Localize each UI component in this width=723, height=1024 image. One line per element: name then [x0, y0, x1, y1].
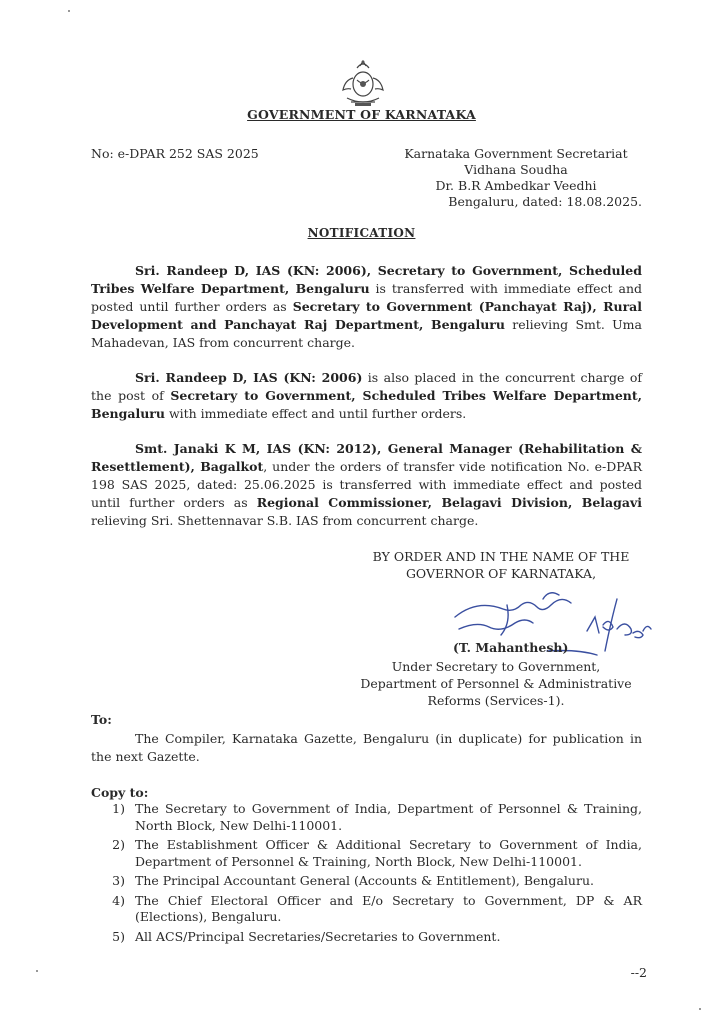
scan-speck [36, 970, 38, 972]
by-order-line: GOVERNOR OF KARNATAKA, [405, 566, 597, 581]
by-order-block [366, 548, 636, 582]
notification-title: NOTIFICATION [307, 226, 416, 240]
list-item-number: 4) [112, 892, 125, 908]
next-page-marker: --2 [630, 965, 647, 980]
signer-designation [346, 658, 646, 709]
to-recipient-text: The Compiler, Karnataka Gazette, Bengaluru (in duplicate) for publication in the next Gazette. [91, 731, 642, 764]
list-item [91, 837, 642, 870]
copy-to-list [91, 801, 642, 948]
body-text: relieving Sri. Shettennavar S.B. IAS from concurrent charge. [91, 513, 479, 528]
to-label: To: [91, 712, 112, 727]
list-item-text: The Establishment Officer & Additional Secretary to Government of India, Department of Personnel & Training, North Block, New Delhi-110001. [135, 837, 642, 869]
bold-text: Regional Commissioner, Belagavi Division, Belagavi [256, 495, 642, 510]
signer-name: (T. Mahanthesh) [453, 640, 569, 655]
list-item-number: 3) [112, 873, 125, 888]
notification-paragraph-1 [91, 262, 642, 352]
by-order-line: BY ORDER AND IN THE NAME OF THE [372, 549, 630, 564]
address-line: Vidhana Soudha [464, 162, 568, 177]
office-address [386, 146, 646, 210]
body-text: with immediate effect and until further orders. [164, 406, 467, 421]
notification-paragraph-3 [91, 440, 642, 530]
scan-speck [699, 1008, 701, 1010]
bold-text: Sri. Randeep D, IAS (KN: 2006) [135, 370, 363, 385]
body-text: relieving Smt. Uma Mahadevan, IAS from concurrent charge. [91, 317, 642, 350]
body-text: , under the orders of transfer vide notification No. e-DPAR 198 SAS 2025, dated: 25.06.2025 is transferred with immediate effect and posted until further orders as [91, 459, 642, 510]
bold-text: Smt. Janaki K M, IAS (KN: 2012), General Manager (Rehabilitation & Resettlement), Bagalkot [91, 441, 642, 474]
list-item [91, 893, 642, 926]
karnataka-emblem-icon [337, 58, 389, 108]
notification-paragraph-2 [91, 369, 642, 423]
bold-text: Secretary to Government (Panchayat Raj), Rural Development and Panchayat Raj Department, Bengaluru [91, 299, 642, 332]
bold-text: Secretary to Government, Scheduled Tribes Welfare Department, Bengaluru [91, 388, 642, 421]
designation-line: Department of Personnel & Administrative [360, 676, 632, 691]
scan-speck [68, 10, 70, 12]
reference-number: No: e-DPAR 252 SAS 2025 [91, 146, 259, 161]
body-text: is transferred with immediate effect and posted until further orders as [91, 281, 642, 314]
list-item-number: 1) [112, 801, 125, 816]
to-recipient [91, 730, 642, 766]
list-item-text: The Chief Electoral Officer and E/o Secretary to Government, DP & AR (Elections), Bengaluru. [135, 892, 642, 924]
bold-text: Sri. Randeep D, IAS (KN: 2006), Secretary to Government, Scheduled Tribes Welfare Department, Bengaluru [91, 263, 642, 296]
list-item-text: The Principal Accountant General (Accounts & Entitlement), Bengaluru. [135, 873, 594, 888]
designation-line: Under Secretary to Government, [391, 659, 601, 674]
address-line: Dr. B.R Ambedkar Veedhi [435, 178, 597, 193]
designation-line: Reforms (Services-1). [427, 693, 565, 708]
list-item-text: The Secretary to Government of India, Department of Personnel & Training, North Block, New Delhi-110001. [135, 801, 642, 833]
list-item [91, 801, 642, 834]
address-line: Karnataka Government Secretariat [404, 146, 628, 161]
list-item-number: 2) [112, 837, 125, 852]
list-item-text: All ACS/Principal Secretaries/Secretaries to Government. [135, 928, 501, 944]
government-title: GOVERNMENT OF KARNATAKA [247, 107, 476, 122]
list-item-number: 5) [112, 928, 125, 944]
list-item [91, 929, 642, 946]
list-item [91, 873, 642, 890]
copy-to-label: Copy to: [91, 785, 149, 800]
address-date-line: Bengaluru, dated: 18.08.2025. [448, 194, 642, 209]
body-text: is also placed in the concurrent charge of the post of [91, 370, 642, 403]
